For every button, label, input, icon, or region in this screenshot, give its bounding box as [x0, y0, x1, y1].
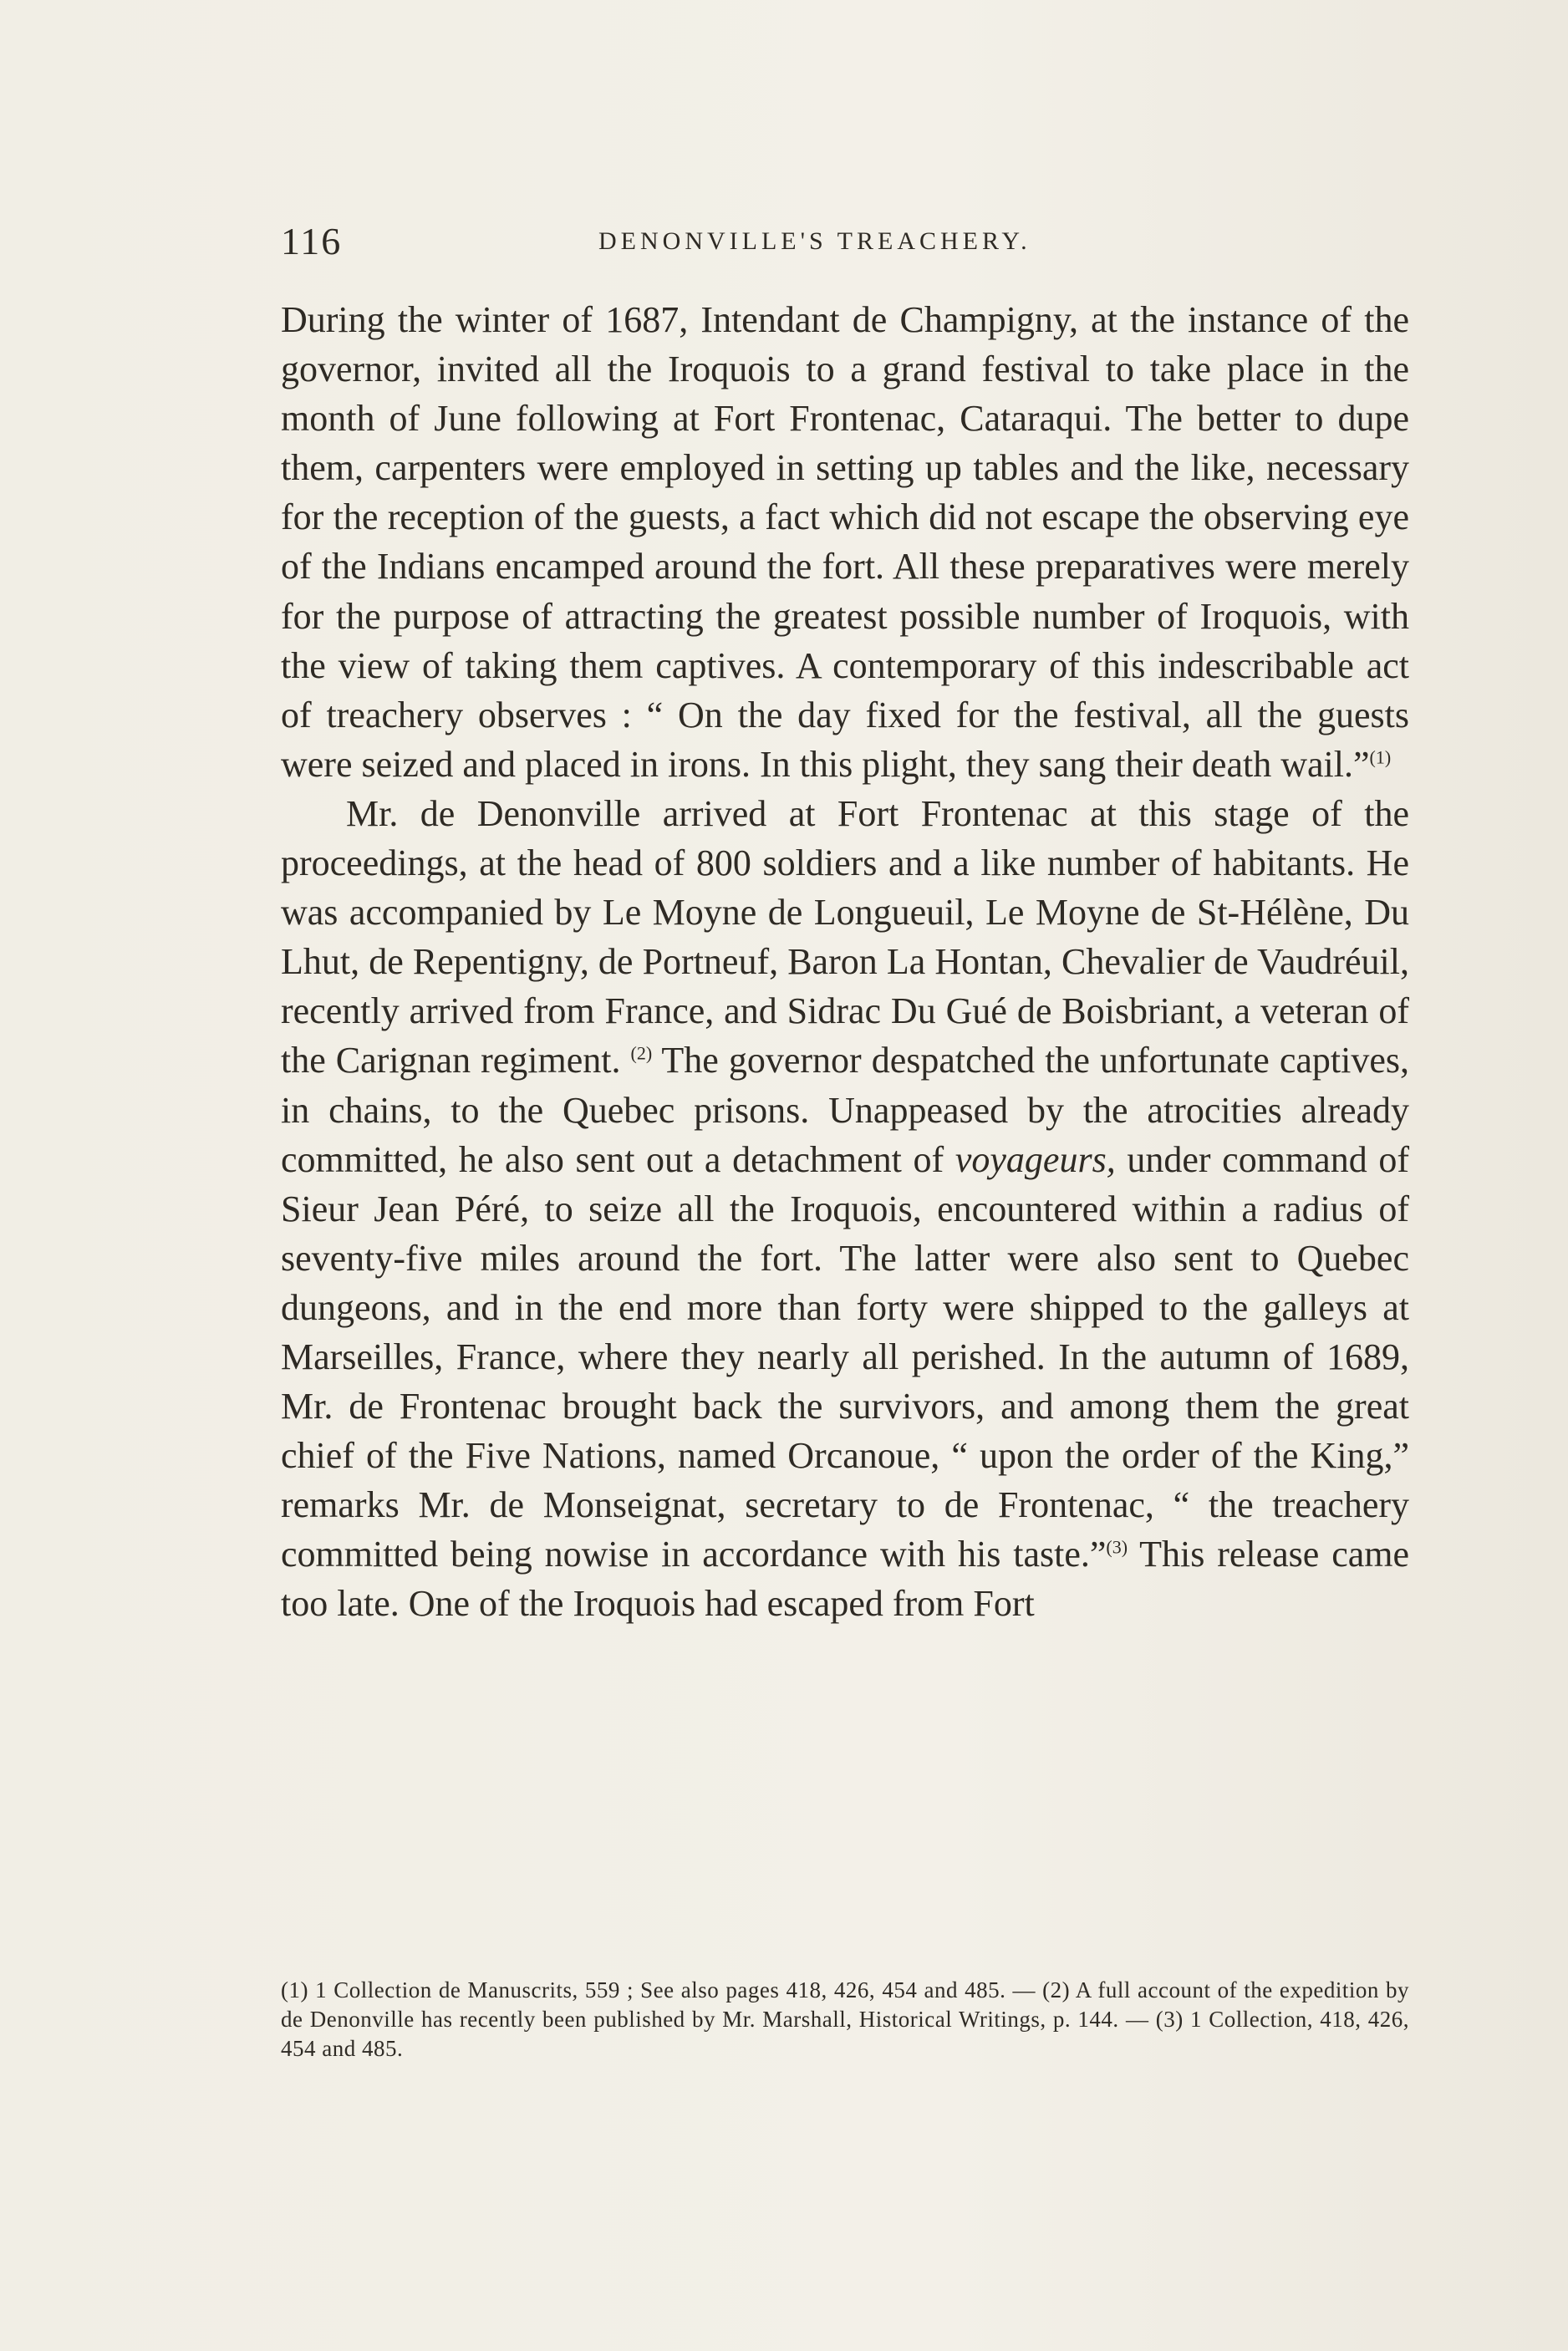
italic-term: voyageurs,	[955, 1138, 1116, 1180]
paragraph-1	[281, 295, 1409, 789]
paragraph-2-text-a: Mr. de Denonville arrived at Fort Frontenac at this stage of the proceedings, at the head of 800 soldiers and a like number of habitants. He was accompanied by Le Moyne de Longueuil, Le Moyne de St-Hélène, Du Lhut, de Repentigny, de Portneuf, Baron La Hontan, Chevalier de Vaudréuil, recently arrived from France, and Sidrac Du Gué de Boisbriant, a veteran of the Carignan regiment.	[281, 792, 1409, 1081]
footnote-ref-1: (1)	[1369, 746, 1392, 768]
paragraph-2-text-d: This release came too late. One of the Iroquois had escaped from Fort	[281, 1534, 1410, 1625]
body-text	[281, 295, 1409, 1629]
paragraph-2-text-b: The governor despatched the unfortunate captives, in chains, to the Quebec prisons. Unappeased by the atrocities already committed, he also sent out a detachment of	[281, 1040, 1409, 1180]
running-head	[281, 219, 1409, 269]
page-number: 116	[281, 220, 343, 262]
paragraph-2-text-c: under command of Sieur Jean Péré, to seize all the Iroquois, encountered within a radius of seventy-five miles around the fort. The latter were also sent to Quebec dungeons, and in the end more than forty were shipped to the galleys at Marseilles, France, where they nearly all perished. In the autumn of 1689, Mr. de Frontenac brought back the survivors, and among them the great chief of the Five Nations, named Orcanoue, “ upon the order of the King,” remarks Mr. de Monseignat, secretary to de Frontenac, “ the treachery committed being nowise in accordance with his taste.”	[281, 1138, 1409, 1575]
paragraph-1-text: During the winter of 1687, Intendant de Champigny, at the instance of the governor, invited all the Iroquois to a grand festival to take place in the month of June following at Fort Frontenac, Cataraqui. The better to dupe them, carpenters were employed in setting up tables and the like, necessary for the reception of the guests, a fact which did not escape the observing eye of the Indians encamped around the fort. All these preparatives were merely for the purpose of attracting the greatest possible number of Iroquois, with the view of taking them captives. A contemporary of this indescribable act of treachery observes : “ On the day fixed for the festival, all the guests were seized and placed in irons. In this plight, they sang their death wail.”	[281, 299, 1409, 785]
footnote-ref-3: (3)	[1106, 1536, 1128, 1558]
paragraph-2	[281, 789, 1409, 1629]
footnotes: (1) 1 Collection de Manuscrits, 559 ; See also pages 418, 426, 454 and 485. — (2) A full account of the expedition by de Denonville has recently been published by Mr. Marshall, Historical Writings, p. 144. — (3) 1 Collection, 418, 426, 454 and 485.	[281, 1977, 1409, 2061]
chapter-title: DENONVILLE'S TREACHERY.	[598, 227, 1031, 255]
footnote-ref-2: (2)	[630, 1042, 653, 1064]
